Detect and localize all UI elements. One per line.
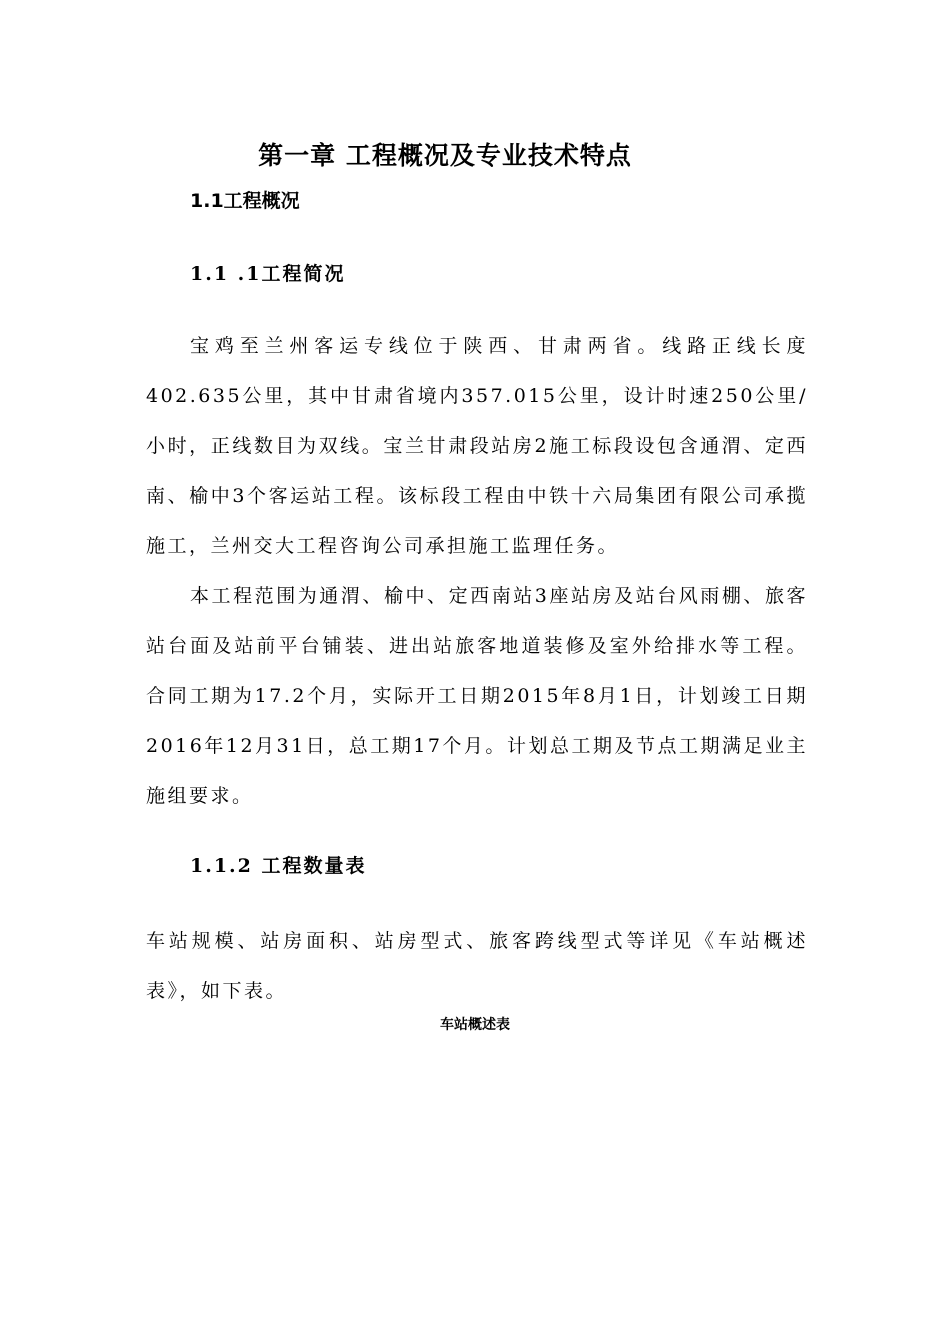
subsection-heading-1-1-2: 1.1.2 工程数量表 bbox=[190, 855, 367, 877]
chapter-title: 第一章 工程概况及专业技术特点 bbox=[258, 141, 632, 170]
paragraph-quantity-table-intro: 车站规模、站房面积、站房型式、旅客跨线型式等详见《车站概述表》，如下表。 bbox=[146, 930, 808, 1002]
table-caption: 车站概述表 bbox=[440, 1017, 510, 1033]
paragraph-project-overview: 宝鸡至兰州客运专线位于陕西、甘肃两省。线路正线长度402.635公里，其中甘肃省境内357.015公里，设计时速250公里/小时，正线数目为双线。宝兰甘肃段站房2施工标段设包含通渭、定西南、榆中3个客运站工程。该标段工程由中铁十六局集团有限公司承揽施工，兰州交大工程咨询公司承担施工监理任务。 bbox=[146, 335, 808, 557]
section-heading-1-1: 1.1工程概况 bbox=[190, 190, 300, 212]
paragraph-project-scope: 本工程范围为通渭、榆中、定西南站3座站房及站台风雨棚、旅客站台面及站前平台铺装、进出站旅客地道装修及室外给排水等工程。合同工期为17.2个月，实际开工日期2015年8月1日，计划竣工日期2016年12月31日，总工期17个月。计划总工期及节点工期满足业主施组要求。 bbox=[146, 585, 808, 807]
subsection-heading-1-1-1: 1.1 .1工程简况 bbox=[190, 263, 346, 285]
